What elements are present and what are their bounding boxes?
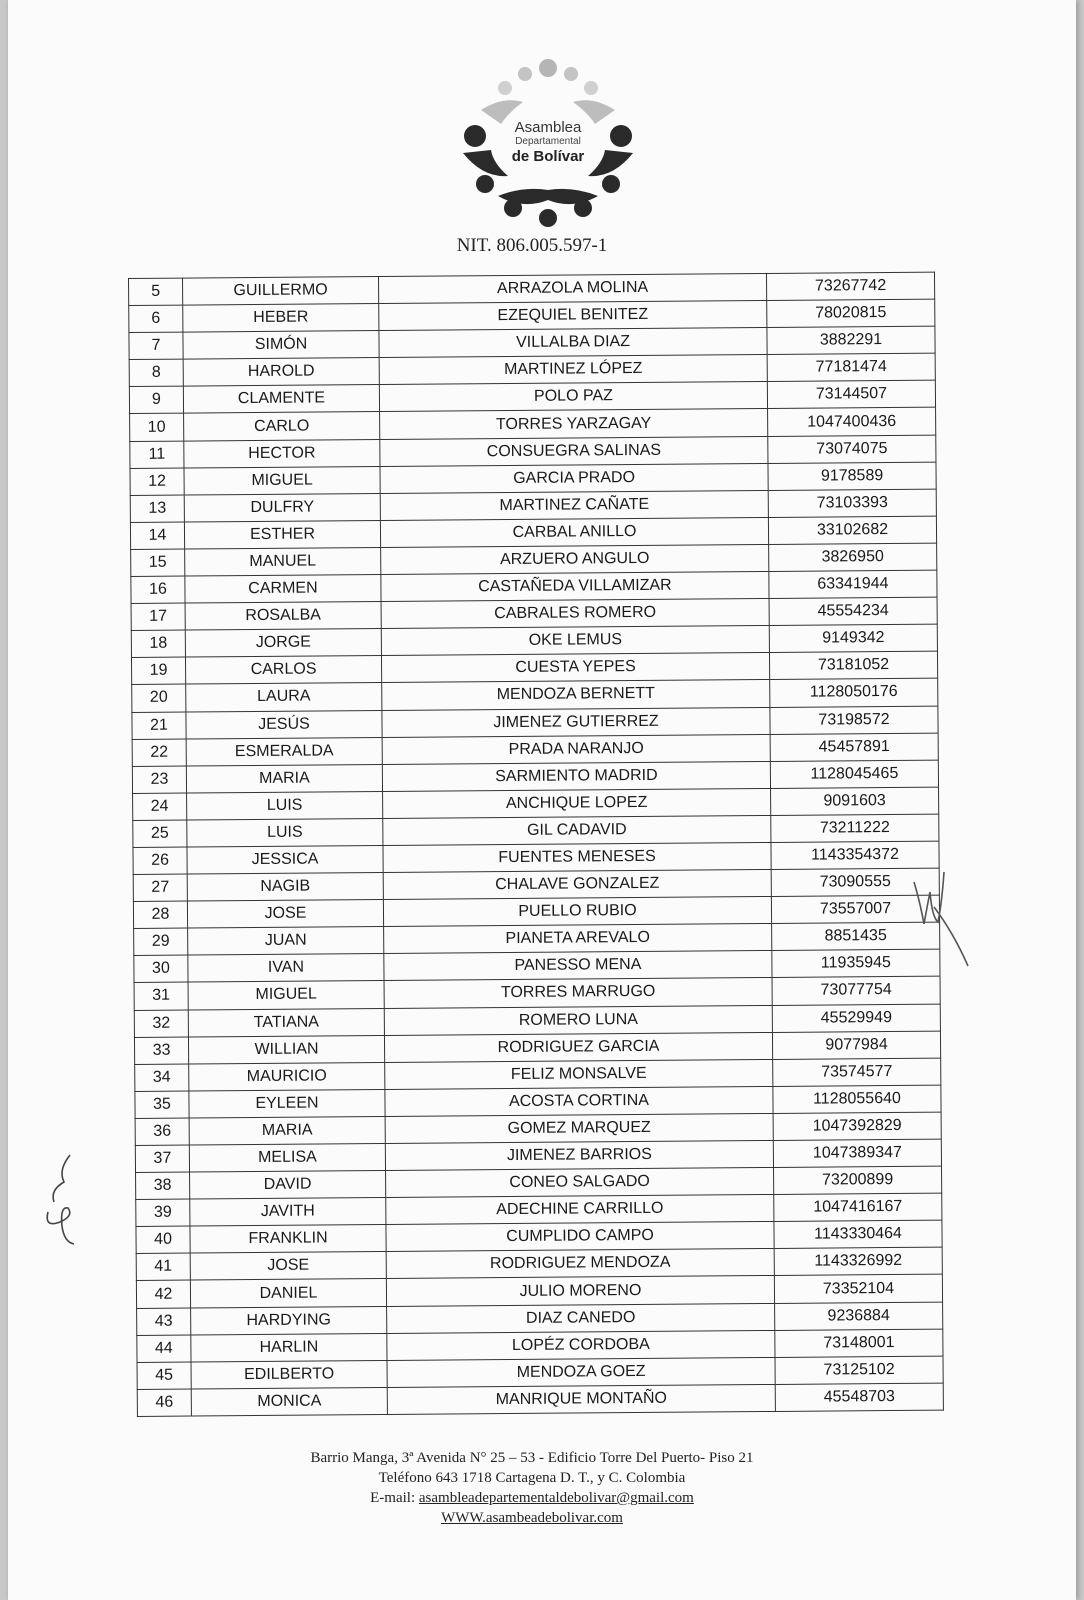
surname-cell: JIMENEZ BARRIOS — [385, 1140, 773, 1170]
id-number-cell: 1047400436 — [768, 408, 936, 436]
surname-cell: MARTINEZ LÓPEZ — [379, 355, 767, 385]
id-number-cell: 11935945 — [772, 949, 940, 977]
id-number-cell: 73090555 — [771, 868, 939, 896]
surname-cell: GIL CADAVID — [383, 815, 771, 845]
footer-phone: Teléfono 643 1718 Cartagena D. T., y C. Colombia — [378, 1470, 686, 1486]
row-number: 23 — [132, 766, 186, 794]
id-number-cell: 1128050176 — [770, 679, 938, 707]
footer-email-link[interactable]: asambleadepartementaldebolivar@gmail.com — [418, 1490, 694, 1506]
id-number-cell: 1128045465 — [770, 760, 938, 788]
first-name-cell: JORGE — [185, 629, 381, 658]
row-number: 19 — [131, 657, 185, 685]
id-number-cell: 3826950 — [769, 543, 937, 571]
row-number: 32 — [134, 1010, 188, 1038]
first-name-cell: NAGIB — [187, 873, 383, 902]
row-number: 39 — [136, 1199, 190, 1227]
surname-cell: ARZUERO ANGULO — [381, 544, 769, 574]
surname-cell: PUELLO RUBIO — [383, 897, 771, 927]
row-number: 14 — [130, 522, 184, 550]
surname-cell: RODRIGUEZ GARCIA — [384, 1032, 772, 1062]
first-name-cell: HARDYING — [191, 1306, 387, 1335]
first-name-cell: LAURA — [186, 683, 382, 712]
id-number-cell: 73352104 — [774, 1275, 942, 1303]
surname-cell: CONEO SALGADO — [386, 1168, 774, 1198]
row-number: 36 — [135, 1118, 189, 1146]
surname-cell: MARTINEZ CAÑATE — [380, 490, 768, 520]
row-number: 15 — [131, 549, 185, 577]
first-name-cell: DANIEL — [190, 1279, 386, 1308]
row-number: 30 — [134, 955, 188, 983]
surname-cell: MENDOZA BERNETT — [382, 680, 770, 710]
id-number-cell: 3882291 — [767, 326, 935, 354]
surname-cell: JIMENEZ GUTIERREZ — [382, 707, 770, 737]
first-name-cell: FRANKLIN — [190, 1225, 386, 1254]
first-name-cell: HECTOR — [184, 439, 380, 468]
first-name-cell: GUILLERMO — [183, 277, 379, 306]
row-number: 13 — [130, 495, 184, 523]
first-name-cell: CARMEN — [185, 575, 381, 604]
id-number-cell: 1143330464 — [774, 1220, 942, 1248]
surname-cell: VILLALBA DIAZ — [379, 328, 767, 358]
first-name-cell: MIGUEL — [188, 981, 384, 1010]
surname-cell: FUENTES MENESES — [383, 842, 771, 872]
row-number: 45 — [137, 1362, 191, 1390]
first-name-cell: HEBER — [183, 304, 379, 333]
signature-left — [40, 1150, 90, 1250]
first-name-cell: EDILBERTO — [191, 1360, 387, 1389]
id-number-cell: 63341944 — [769, 570, 937, 598]
surname-cell: MENDOZA GOEZ — [387, 1357, 775, 1387]
first-name-cell: JOSE — [187, 900, 383, 929]
surname-cell: GARCIA PRADO — [380, 463, 768, 493]
footer-address: Barrio Manga, 3ª Avenida N° 25 – 53 - Edificio Torre Del Puerto- Piso 21 — [310, 1450, 754, 1466]
id-number-cell: 73181052 — [769, 651, 937, 679]
first-name-cell: DULFRY — [184, 493, 380, 522]
row-number: 24 — [133, 793, 187, 821]
first-name-cell: LUIS — [187, 818, 383, 847]
row-number: 10 — [130, 414, 184, 442]
id-number-cell: 1047392829 — [773, 1112, 941, 1140]
surname-cell: CONSUEGRA SALINAS — [380, 436, 768, 466]
id-number-cell: 33102682 — [768, 516, 936, 544]
row-number: 44 — [137, 1335, 191, 1363]
row-number: 7 — [129, 332, 183, 360]
row-number: 38 — [136, 1172, 190, 1200]
first-name-cell: IVAN — [188, 954, 384, 983]
row-number: 5 — [129, 278, 183, 306]
first-name-cell: ESTHER — [184, 520, 380, 549]
surname-cell: CUMPLIDO CAMPO — [386, 1222, 774, 1252]
first-name-cell: JUAN — [188, 927, 384, 956]
logo-text-line2: Departamental — [515, 136, 581, 147]
row-number: 8 — [129, 359, 183, 387]
surname-cell: TORRES MARRUGO — [384, 978, 772, 1008]
id-number-cell: 73198572 — [770, 706, 938, 734]
first-name-cell: MANUEL — [185, 547, 381, 576]
row-number: 27 — [133, 874, 187, 902]
row-number: 43 — [137, 1308, 191, 1336]
id-number-cell: 73557007 — [771, 895, 939, 923]
id-number-cell: 73077754 — [772, 977, 940, 1005]
surname-cell: CASTAÑEDA VILLAMIZAR — [381, 572, 769, 602]
id-number-cell: 1047416167 — [774, 1193, 942, 1221]
surname-cell: LOPÉZ CORDOBA — [387, 1330, 775, 1360]
surname-cell: CHALAVE GONZALEZ — [383, 870, 771, 900]
row-number: 25 — [133, 820, 187, 848]
id-number-cell: 1143354372 — [771, 841, 939, 869]
id-number-cell: 73267742 — [766, 272, 934, 300]
row-number: 46 — [137, 1389, 191, 1417]
row-number: 20 — [132, 684, 186, 712]
surname-cell: EZEQUIEL BENITEZ — [379, 301, 767, 331]
id-number-cell: 73211222 — [771, 814, 939, 842]
first-name-cell: CLAMENTE — [183, 385, 379, 414]
surname-cell: PIANETA AREVALO — [384, 924, 772, 954]
row-number: 35 — [135, 1091, 189, 1119]
first-name-cell: MELISA — [189, 1144, 385, 1173]
footer-email-label: E-mail: — [370, 1490, 419, 1506]
first-name-cell: MAURICIO — [189, 1062, 385, 1091]
row-number: 29 — [134, 928, 188, 956]
surname-cell: CUESTA YEPES — [381, 653, 769, 683]
surname-cell: POLO PAZ — [379, 382, 767, 412]
first-name-cell: TATIANA — [188, 1008, 384, 1037]
row-number: 21 — [132, 712, 186, 740]
first-name-cell: ROSALBA — [185, 602, 381, 631]
row-number: 34 — [135, 1064, 189, 1092]
id-number-cell: 1128055640 — [773, 1085, 941, 1113]
roster-body — [129, 272, 944, 1416]
first-name-cell: JAVITH — [190, 1198, 386, 1227]
surname-cell: PRADA NARANJO — [382, 734, 770, 764]
row-number: 26 — [133, 847, 187, 875]
surname-cell: ARRAZOLA MOLINA — [378, 273, 766, 303]
first-name-cell: MIGUEL — [184, 466, 380, 495]
row-number: 17 — [131, 603, 185, 631]
asamblea-logo — [453, 58, 643, 228]
id-number-cell: 45548703 — [775, 1383, 943, 1411]
first-name-cell: JESÚS — [186, 710, 382, 739]
surname-cell: ACOSTA CORTINA — [385, 1086, 773, 1116]
surname-cell: FELIZ MONSALVE — [385, 1059, 773, 1089]
first-name-cell: MONICA — [191, 1387, 387, 1416]
first-name-cell: HAROLD — [183, 358, 379, 387]
row-number: 18 — [131, 630, 185, 658]
first-name-cell: SIMÓN — [183, 331, 379, 360]
surname-cell: PANESSO MENA — [384, 951, 772, 981]
row-number: 16 — [131, 576, 185, 604]
id-number-cell: 77181474 — [767, 353, 935, 381]
roster-table — [128, 272, 944, 1417]
id-number-cell: 73103393 — [768, 489, 936, 517]
id-number-cell: 73574577 — [773, 1058, 941, 1086]
footer — [8, 1448, 1076, 1528]
first-name-cell: EYLEEN — [189, 1089, 385, 1118]
id-number-cell: 73144507 — [767, 381, 935, 409]
logo-text-line1: Asamblea — [514, 119, 582, 136]
row-number: 41 — [136, 1253, 190, 1281]
id-number-cell: 9236884 — [775, 1302, 943, 1330]
signature-right — [908, 862, 978, 972]
row-number: 12 — [130, 468, 184, 496]
footer-website-link[interactable]: WWW.asambeadebolivar.com — [441, 1510, 623, 1526]
id-number-cell: 9077984 — [772, 1031, 940, 1059]
id-number-cell: 9149342 — [769, 624, 937, 652]
id-number-cell: 1143326992 — [774, 1248, 942, 1276]
first-name-cell: CARLOS — [185, 656, 381, 685]
first-name-cell: MARIA — [186, 764, 382, 793]
first-name-cell: JESSICA — [187, 845, 383, 874]
surname-cell: TORRES YARZAGAY — [380, 409, 768, 439]
first-name-cell: CARLO — [184, 412, 380, 441]
row-number: 9 — [129, 386, 183, 414]
surname-cell: GOMEZ MARQUEZ — [385, 1113, 773, 1143]
first-name-cell: JOSE — [190, 1252, 386, 1281]
surname-cell: ROMERO LUNA — [384, 1005, 772, 1035]
surname-cell: ADECHINE CARRILLO — [386, 1195, 774, 1225]
row-number: 6 — [129, 305, 183, 333]
id-number-cell: 9091603 — [771, 787, 939, 815]
first-name-cell: LUIS — [187, 791, 383, 820]
first-name-cell: MARIA — [189, 1116, 385, 1145]
id-number-cell: 45554234 — [769, 597, 937, 625]
row-number: 33 — [134, 1037, 188, 1065]
row-number: 22 — [132, 739, 186, 767]
first-name-cell: HARLIN — [191, 1333, 387, 1362]
first-name-cell: DAVID — [190, 1171, 386, 1200]
id-number-cell: 9178589 — [768, 462, 936, 490]
surname-cell: ANCHIQUE LOPEZ — [383, 788, 771, 818]
document-page — [8, 0, 1076, 1600]
surname-cell: CARBAL ANILLO — [380, 517, 768, 547]
logo-text-line3: de Bolívar — [511, 148, 585, 165]
id-number-cell: 73200899 — [774, 1166, 942, 1194]
id-number-cell: 8851435 — [772, 922, 940, 950]
surname-cell: DIAZ CANEDO — [387, 1303, 775, 1333]
surname-cell: CABRALES ROMERO — [381, 599, 769, 629]
id-number-cell: 78020815 — [767, 299, 935, 327]
id-number-cell: 73125102 — [775, 1356, 943, 1384]
footer-email-line — [8, 1488, 1056, 1508]
surname-cell: MANRIQUE MONTAÑO — [387, 1384, 775, 1414]
nit-number: NIT. 806.005.597-1 — [456, 235, 608, 256]
id-number-cell: 45529949 — [772, 1004, 940, 1032]
row-number: 11 — [130, 441, 184, 469]
id-number-cell: 1047389347 — [773, 1139, 941, 1167]
first-name-cell: ESMERALDA — [186, 737, 382, 766]
id-number-cell: 73148001 — [775, 1329, 943, 1357]
row-number: 37 — [135, 1145, 189, 1173]
id-number-cell: 45457891 — [770, 733, 938, 761]
row-number: 28 — [133, 901, 187, 929]
row-number: 42 — [136, 1281, 190, 1309]
surname-cell: JULIO MORENO — [386, 1276, 774, 1306]
row-number: 40 — [136, 1226, 190, 1254]
row-number: 31 — [134, 982, 188, 1010]
table-row — [137, 1383, 943, 1416]
id-number-cell: 73074075 — [768, 435, 936, 463]
surname-cell: SARMIENTO MADRID — [382, 761, 770, 791]
surname-cell: RODRIGUEZ MENDOZA — [386, 1249, 774, 1279]
surname-cell: OKE LEMUS — [381, 626, 769, 656]
first-name-cell: WILLIAN — [188, 1035, 384, 1064]
